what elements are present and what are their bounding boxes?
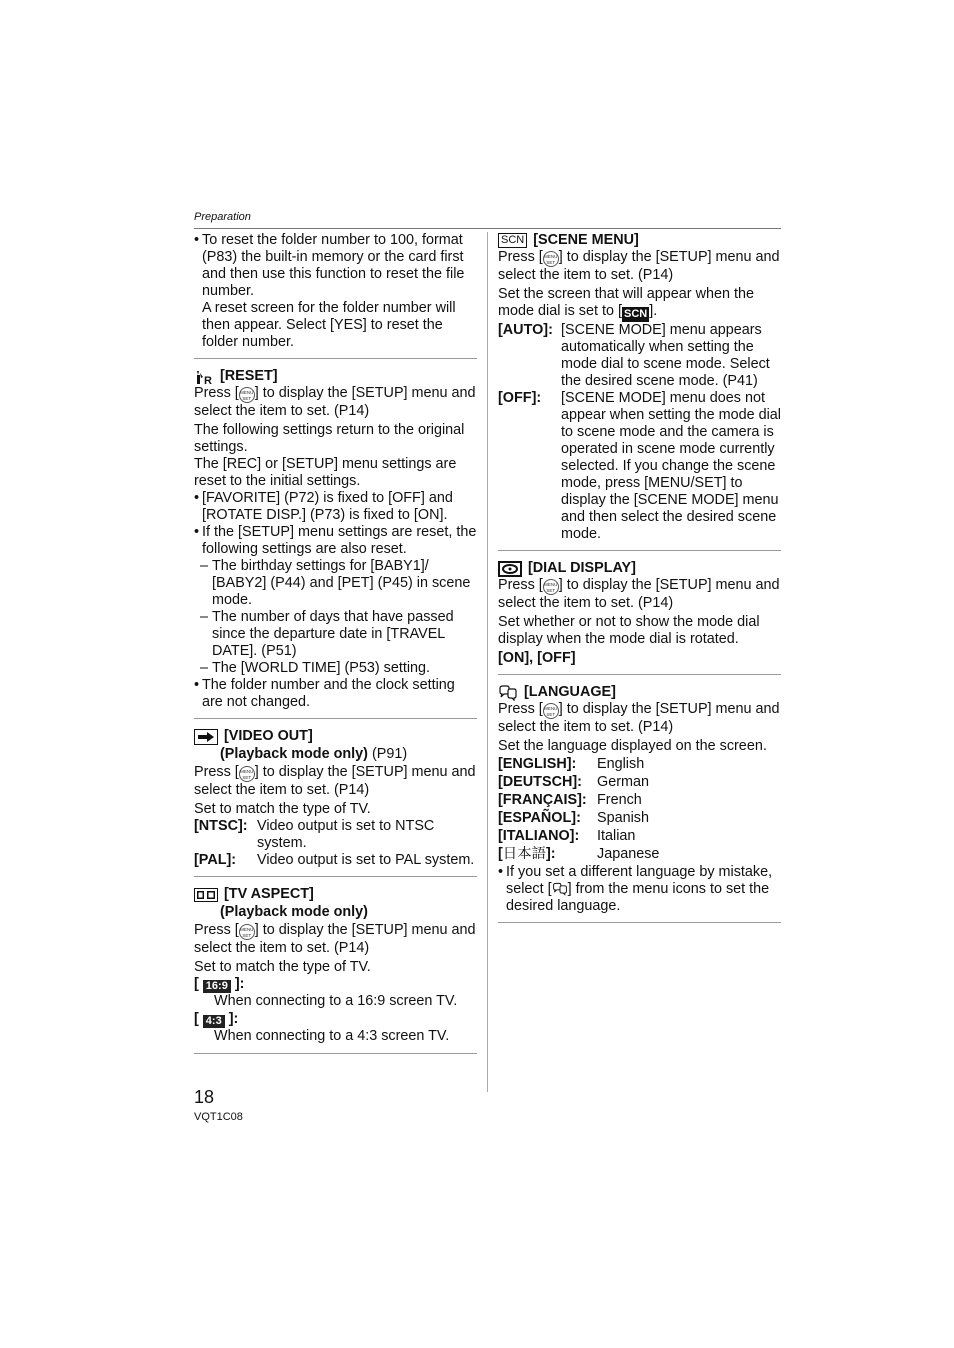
reset-bullet-2: • If the [SETUP] menu settings are reset, the following settings are also reset. [194, 524, 477, 558]
folder-reset-bullet: • To reset the folder number to 100, format (P83) the built-in memory or the card first and then use this function to reset the file number. [194, 232, 477, 300]
column-divider [487, 232, 488, 1092]
language-english: [ENGLISH]: English [498, 756, 645, 772]
scene-menu-heading [498, 232, 781, 249]
option-off: [OFF]: [SCENE MODE] menu does not appear when setting the mode dial to scene mode and the camera is operated in scene mode currently selected. If you change the scene mode, press [MENU/SET] to display the [SCENE MODE] menu and then select the desired scene mode. [498, 390, 782, 542]
language-spanish: [ESPAÑOL]: Spanish [498, 810, 650, 826]
scene-menu-title: [SCENE MENU] [533, 232, 639, 248]
language-line: Set the language displayed on the screen. [498, 738, 767, 754]
svg-text:R: R [204, 374, 212, 385]
reset-title: [RESET] [220, 368, 278, 384]
document-code: VQT1C08 [194, 1111, 243, 1123]
menu-set-icon: MENU SET [543, 579, 559, 595]
reset-bullet-1: • [FAVORITE] (P72) is fixed to [OFF] and [ROTATE DISP.] (P73) is fixed to [ON]. [194, 490, 477, 524]
reset-press-line: Press [MENU SET ] to display the [SETUP] menu and select the item to set. (P14) [194, 385, 476, 419]
menu-set-icon: MENU SET [239, 766, 255, 782]
dial-display-options: [ON], [OFF] [498, 650, 576, 666]
reset-line-1: The following settings return to the original settings. [194, 422, 465, 455]
language-french: [FRANÇAIS]: French [498, 792, 642, 808]
reset-dash-1: – The birthday settings for [BABY1]/ [BABY2] (P44) and [PET] (P45) in scene mode. [194, 558, 477, 609]
folder-reset-continuation: A reset screen for the folder number will then appear. Select [YES] to reset the folder number. [202, 300, 456, 350]
scene-menu-press-line: Press [MENU SET ] to display the [SETUP] menu and select the item to set. (P14) [498, 249, 780, 283]
language-note: • If you set a different language by mistake, select [ ] from the menu icons to set the desired language. [498, 864, 781, 915]
language-italian: [ITALIANO]: Italian [498, 828, 636, 844]
scn-icon: SCN [498, 233, 527, 248]
option-4-3-label: [ 4:3 ]: [194, 1011, 239, 1027]
dial-display-press-line: Press [MENU SET ] to display the [SETUP] menu and select the item to set. (P14) [498, 577, 780, 611]
tv-aspect-press-line: Press [MENU SET ] to display the [SETUP] menu and select the item to set. (P14) [194, 922, 476, 956]
japanese-label: 日本語 [502, 846, 546, 862]
reset-icon [194, 369, 214, 385]
option-ntsc: [NTSC]: Video output is set to NTSC system. [194, 818, 435, 851]
video-out-icon [194, 729, 218, 745]
video-out-section [194, 728, 477, 877]
page-number: 18 [194, 1087, 215, 1107]
folder-reset-note [194, 232, 477, 359]
reset-section [194, 368, 477, 719]
reset-bullet-3: • The folder number and the clock setting are not changed. [194, 677, 477, 711]
reset-dash-2: – The number of days that have passed since the departure date in [TRAVEL DATE]. (P51) [194, 609, 477, 660]
language-icon [498, 685, 518, 701]
reset-heading [194, 368, 477, 385]
language-press-line: Press [MENU SET ] to display the [SETUP] menu and select the item to set. (P14) [498, 701, 780, 735]
aspect-4-3-icon: 4:3 [203, 1015, 225, 1028]
menu-set-icon: MENU SET [239, 387, 255, 403]
dial-display-section [498, 560, 781, 675]
tv-aspect-subtitle: (Playback mode only) [220, 904, 368, 920]
scene-menu-section [498, 232, 781, 551]
left-column [194, 232, 477, 1063]
right-column [498, 232, 781, 923]
tv-aspect-section [194, 886, 477, 1054]
tv-aspect-title: [TV ASPECT] [224, 886, 314, 902]
tv-aspect-line: Set to match the type of TV. [194, 959, 371, 975]
menu-set-icon: MENU SET [239, 924, 255, 940]
menu-set-icon: MENU SET [543, 251, 559, 267]
scn-dial-icon: SCN [623, 308, 648, 320]
video-out-line: Set to match the type of TV. [194, 801, 371, 817]
dial-display-title: [DIAL DISPLAY] [528, 560, 636, 576]
video-out-title: [VIDEO OUT] [224, 728, 313, 744]
language-title: [LANGUAGE] [524, 684, 616, 700]
language-section [498, 684, 781, 923]
video-out-press-line: Press [MENU SET ] to display the [SETUP] menu and select the item to set. (P14) [194, 764, 476, 798]
language-icon [552, 882, 568, 896]
dial-display-heading [498, 560, 781, 577]
aspect-16-9-icon: 16:9 [203, 980, 231, 993]
option-16-9-desc: When connecting to a 16:9 screen TV. [214, 993, 458, 1009]
option-pal: [PAL]: Video output is set to PAL system. [194, 852, 475, 868]
language-japanese: [日本語]: Japanese [498, 846, 660, 862]
tv-aspect-heading [194, 886, 477, 903]
menu-set-icon: MENU SET [543, 703, 559, 719]
video-out-subtitle: (Playback mode only) (P91) [220, 746, 408, 762]
running-header: Preparation [194, 211, 251, 223]
option-16-9-label: [ 16:9 ]: [194, 976, 245, 992]
header-rule [194, 228, 781, 229]
tv-aspect-icon [194, 887, 218, 903]
video-out-heading [194, 728, 477, 745]
dial-display-line: Set whether or not to show the mode dial display when the mode dial is rotated. [498, 614, 760, 647]
reset-line-2: The [REC] or [SETUP] menu settings are reset to the initial settings. [194, 456, 457, 489]
language-german: [DEUTSCH]: German [498, 774, 649, 790]
dial-display-icon [498, 561, 522, 577]
option-auto: [AUTO]: [SCENE MODE] menu appears automatically when setting the mode dial to scene mode. Select the desired scene mode. (P41) [498, 322, 770, 389]
language-heading [498, 684, 781, 701]
option-4-3-desc: When connecting to a 4:3 screen TV. [214, 1028, 450, 1044]
scene-menu-line: Set the screen that will appear when the mode dial is set to [ SCN ]. [498, 286, 754, 320]
reset-dash-3: – The [WORLD TIME] (P53) setting. [194, 660, 477, 677]
